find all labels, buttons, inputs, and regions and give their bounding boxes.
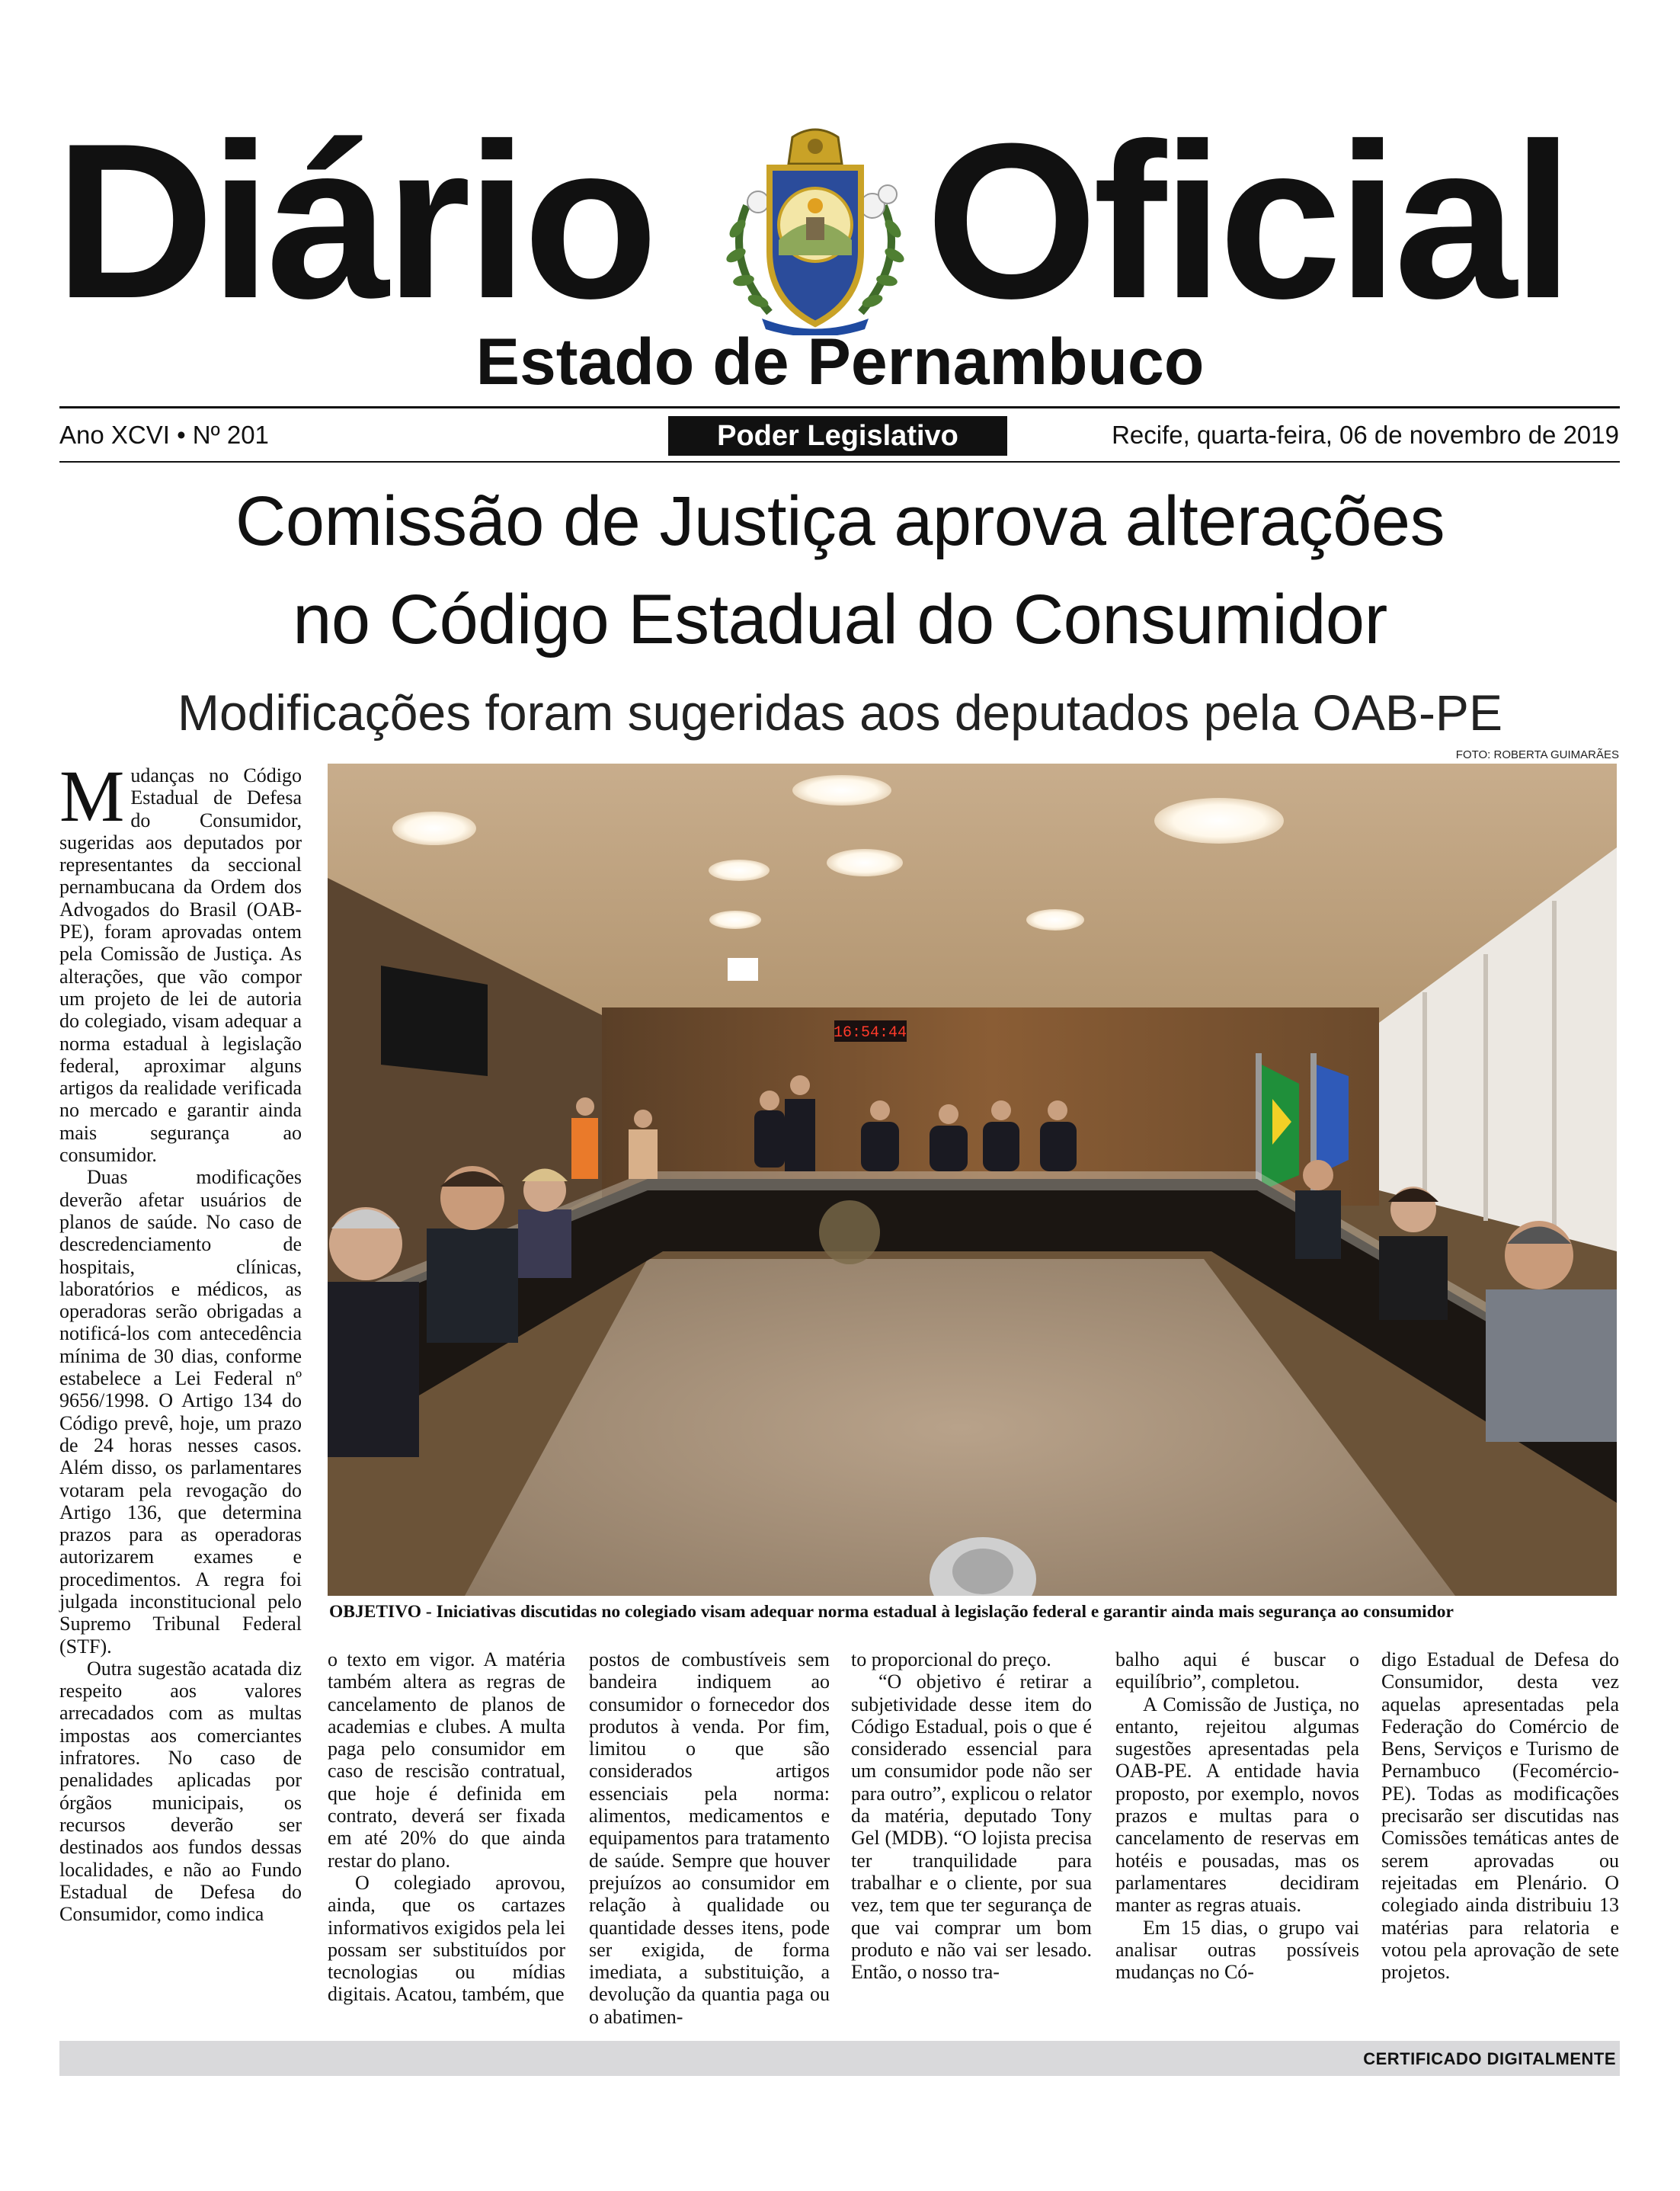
- drop-cap: M: [59, 755, 125, 837]
- masthead-state-name: Estado de Pernambuco: [475, 325, 1205, 399]
- paragraph: postos de combustíveis sem bandeira indiquem ao consumidor o fornecedor dos produtos à venda. Por fim, limitou o que são considerados artigos essenciais pela norma: alimentos, medicamentos e equipamentos para tratamento de saúde. Sempre que houver prejuízos ao consumidor em relação à qualidade ou quantidade desses itens, pode ser exigida, de forma imediata, a substituição, a devolução da quantia paga ou o abatimen-: [589, 1648, 830, 2028]
- meeting-room-photo: [328, 764, 1617, 1596]
- article-column-4: [851, 1648, 1092, 1983]
- paragraph: “O objetivo é retirar a subjetividade desse item do Código Estadual, pois o que é considerado essencial para um consumidor pode não ser para outro”, explicou o relator da matéria, deputado Tony Gel (MDB). “O lojista precisa ter tranquilidade para trabalhar e o cliente, por sua vez, tem que ter segurança de que vai comprar um bom produto e não vai ser lesado. Então, o nosso tra-: [851, 1670, 1092, 1984]
- paragraph: O colegiado aprovou, ainda, que os cartazes informativos exigidos pela lei possam ser substituídos por tecnologias ou mídias digitais. Acatou, também, que: [328, 1871, 565, 2006]
- paragraph: A Comissão de Justiça, no entanto, rejeitou algumas sugestões apresentadas pela OAB-PE. A entidade havia proposto, por exemplo, novos prazos e multas para o cancelamento de reservas em hotéis e pousadas, mas os parlamentares decidiram manter as regras atuais.: [1115, 1693, 1359, 1917]
- issue-number: Ano XCVI • Nº 201: [59, 421, 269, 449]
- paragraph: Em 15 dias, o grupo vai analisar outras possíveis mudanças no Có-: [1115, 1916, 1359, 1984]
- photo-credit: FOTO: ROBERTA GUIMARÃES: [1455, 748, 1619, 761]
- headline-line-1: Comissão de Justiça aprova alterações: [235, 482, 1445, 560]
- masthead-title-left: Diário: [55, 98, 654, 344]
- article-column-6: [1381, 1648, 1619, 1983]
- paragraph: Duas modificações deverão afetar usuários de planos de saúde. No caso de descredenciamento de hospitais, clínicas, laboratórios e médicos, as operadoras serão obrigadas a notificá-los com antecedência mínima de 30 dias, conforme estabelece a Lei Federal nº 9656/1998. O Artigo 134 do Código prevê, hoje, um prazo de 24 horas nesses casos. Além disso, os parlamentares votaram pela revogação do Artigo 136, que determina prazos para as operadoras autorizarem exames e procedimentos. A regra foi julgada inconstitucional pelo Supremo Tribunal Federal (STF).: [59, 1166, 302, 1658]
- article-column-1: [59, 755, 302, 1926]
- masthead-top-rule: [59, 406, 1620, 408]
- publication-date: Recife, quarta-feira, 06 de novembro de 2019: [1112, 421, 1619, 449]
- paragraph: udanças no Código Estadual de Defesa do Consumidor, sugeridas aos deputados por representantes da seccional pernambucana da Ordem dos Advogados do Brasil (OAB-PE), foram aprovadas ontem pela Comissão de Justiça. As alterações, que vão compor um projeto de lei de autoria do colegiado, visam adequar a norma estadual à legislação federal, aproximar alguns artigos da realidade verificada no mercado e garantir ainda mais segurança ao consumidor.: [59, 764, 302, 1167]
- article-column-5: [1115, 1648, 1359, 1983]
- paragraph: Outra sugestão acatada diz respeito aos valores arrecadados com as multas impostas aos comerciantes infratores. No caso de penalidades aplicadas por órgãos municipais, os recursos deverão ser destinados aos fundos dessas localidades, e não ao Fundo Estadual de Defesa do Consumidor, como indica: [59, 1657, 302, 1926]
- photo-caption: OBJETIVO - Iniciativas discutidas no colegiado visam adequar norma estadual à legislação federal e garantir ainda mais segurança ao consumidor: [329, 1602, 1454, 1622]
- paragraph: digo Estadual de Defesa do Consumidor, desta vez aquelas apresentadas pela Federação do Comércio de Bens, Serviços e Turismo de Pernambuco (Fecomércio-PE). Todas as modificações precisarão ser discutidas nas Comissões temáticas antes de serem aprovadas ou rejeitadas em Plenário. O colegiado ainda distribuiu 13 matérias para relatoria e votou pela aprovação de sete projetos.: [1381, 1648, 1619, 1984]
- masthead-title-right: Oficial: [926, 98, 1570, 344]
- digital-certificate-label: CERTIFICADO DIGITALMENTE: [1363, 2049, 1616, 2068]
- paragraph: to proporcional do preço.: [851, 1648, 1051, 1670]
- section-badge: Poder Legislativo: [668, 416, 1007, 456]
- paragraph: o texto em vigor. A matéria também altera as regras de cancelamento de planos de academias e clubes. A multa paga pelo consumidor em caso de rescisão contratual, que hoje é definida em contrato, deverá ser fixada em até 20% do que ainda restar do plano.: [328, 1648, 565, 1872]
- article-column-3: [589, 1648, 830, 2028]
- clock-display: 16:54:44: [833, 1024, 907, 1042]
- article-column-2: [328, 1648, 565, 2006]
- subheadline: Modificações foram sugeridas aos deputados pela OAB-PE: [178, 684, 1502, 741]
- headline-line-2: no Código Estadual do Consumidor: [293, 581, 1387, 658]
- coat-of-arms-icon: [716, 122, 914, 335]
- paragraph: balho aqui é buscar o equilíbrio”, completou.: [1115, 1648, 1359, 1693]
- masthead-bottom-rule: [59, 461, 1620, 463]
